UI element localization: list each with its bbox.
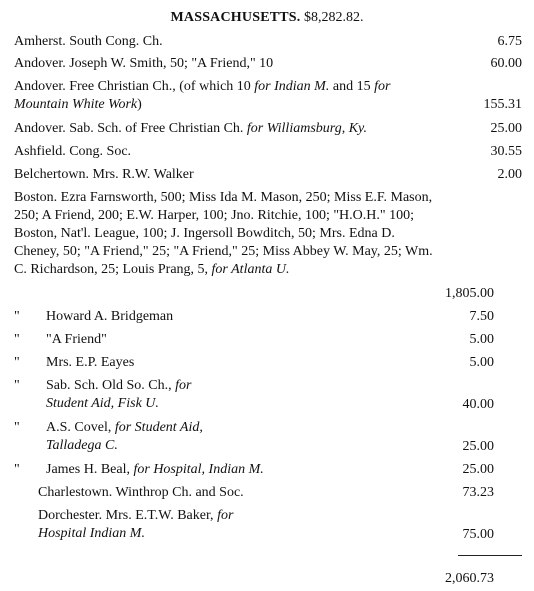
sub-entry-purpose: for Student Aid, Fisk U. xyxy=(46,378,192,411)
entry-purpose: for Indian M. xyxy=(254,79,330,94)
entry-charlestown xyxy=(38,484,338,502)
entry-purpose: for Williamsburg, Ky. xyxy=(246,121,367,136)
ditto-mark: " xyxy=(14,420,20,435)
state-name: MASSACHUSETTS. xyxy=(170,10,301,25)
subtotal-amount: 2,060.73 xyxy=(445,571,494,586)
entry-amount: 75.00 xyxy=(462,527,494,542)
entry-andover-smith xyxy=(14,55,434,73)
entry-purpose: for Atlanta U. xyxy=(211,262,290,277)
entry-text: Andover. Free Christian Ch., (of which 10 xyxy=(14,79,255,94)
entry-text: Ashfield. Cong. Soc. xyxy=(14,144,132,159)
sub-entry-amount: 7.50 xyxy=(469,309,494,324)
entry-amount: 1,805.00 xyxy=(445,286,494,301)
entry-purpose: for Mountain White Work xyxy=(14,79,391,112)
sub-entry-payee: James H. Beal, xyxy=(46,462,134,477)
sub-entry-payee: A.S. Covel, xyxy=(46,420,115,435)
entry-amherst xyxy=(14,33,434,51)
entry-andover-free-christian xyxy=(14,78,444,114)
state-total: $8,282.82. xyxy=(304,10,364,25)
ditto-mark: " xyxy=(14,309,20,324)
sub-entry-purpose: for Student Aid, Talladega C. xyxy=(46,420,203,453)
sub-entry-amount: 25.00 xyxy=(462,462,494,477)
sub-entry-text xyxy=(46,377,226,413)
entry-text: and 15 xyxy=(329,79,375,94)
sub-entry-text xyxy=(46,419,236,455)
ditto-mark: " xyxy=(14,378,20,393)
sub-entry-text: "A Friend" xyxy=(46,332,107,347)
entry-amount: 155.31 xyxy=(483,97,522,112)
entry-text: Andover. Sab. Sch. of Free Christian Ch. xyxy=(14,121,247,136)
sub-entry-amount: 40.00 xyxy=(462,397,494,412)
sub-entry-text: Mrs. E.P. Eayes xyxy=(46,355,135,370)
ditto-mark: " xyxy=(14,332,20,347)
total-rule xyxy=(458,555,522,556)
sub-entry-purpose: for Hospital, Indian M. xyxy=(133,462,264,477)
entry-amount: 30.55 xyxy=(490,144,522,159)
sub-entry-amount: 5.00 xyxy=(469,332,494,347)
entry-ashfield xyxy=(14,143,434,161)
sub-entry-amount: 25.00 xyxy=(462,439,494,454)
entry-text: Charlestown. Winthrop Ch. and Soc. xyxy=(38,485,244,500)
sub-entry-text xyxy=(46,461,306,479)
entry-andover-sab-sch xyxy=(14,120,454,138)
section-heading xyxy=(0,9,534,27)
sub-entry-payee: Sab. Sch. Old So. Ch., xyxy=(46,378,176,393)
entry-belchertown xyxy=(14,166,434,184)
entry-text: Boston. Ezra Farnsworth, 500; Miss Ida M. Mason, 250; Miss E.F. Mason, 250; A Friend, 200; E.W. Harper, 100; Jno. Ritchie, 100; "H.O.H." 100; Boston, Nat'l. League, 100; J. Ingersoll Bowditch, 50; Mrs. Edna D. Cheney, 50; "A Friend," 25; "A Friend," 25; Miss Abbey W. May, 25; Wm. C. Richardson, 25; Louis Prang, 5, xyxy=(14,190,433,277)
entry-boston xyxy=(14,189,442,279)
entry-purpose: for Hospital Indian M. xyxy=(38,508,234,541)
entry-amount: 60.00 xyxy=(490,56,522,71)
entry-text: Andover. Joseph W. Smith, 50; "A Friend," 10 xyxy=(14,56,274,71)
entry-text: ) xyxy=(137,97,142,112)
entry-amount: 25.00 xyxy=(490,121,522,136)
entry-amount: 2.00 xyxy=(497,167,522,182)
ditto-mark: " xyxy=(14,355,20,370)
ditto-mark: " xyxy=(14,462,20,477)
entry-amount: 73.23 xyxy=(462,485,494,500)
entry-text: Belchertown. Mrs. R.W. Walker xyxy=(14,167,194,182)
entry-amount: 6.75 xyxy=(497,34,522,49)
entry-dorchester xyxy=(38,507,278,543)
sub-entry-text: Howard A. Bridgeman xyxy=(46,309,174,324)
entry-text: Amherst. South Cong. Ch. xyxy=(14,34,163,49)
entry-text: Dorchester. Mrs. E.T.W. Baker, xyxy=(38,508,218,523)
sub-entry-amount: 5.00 xyxy=(469,355,494,370)
